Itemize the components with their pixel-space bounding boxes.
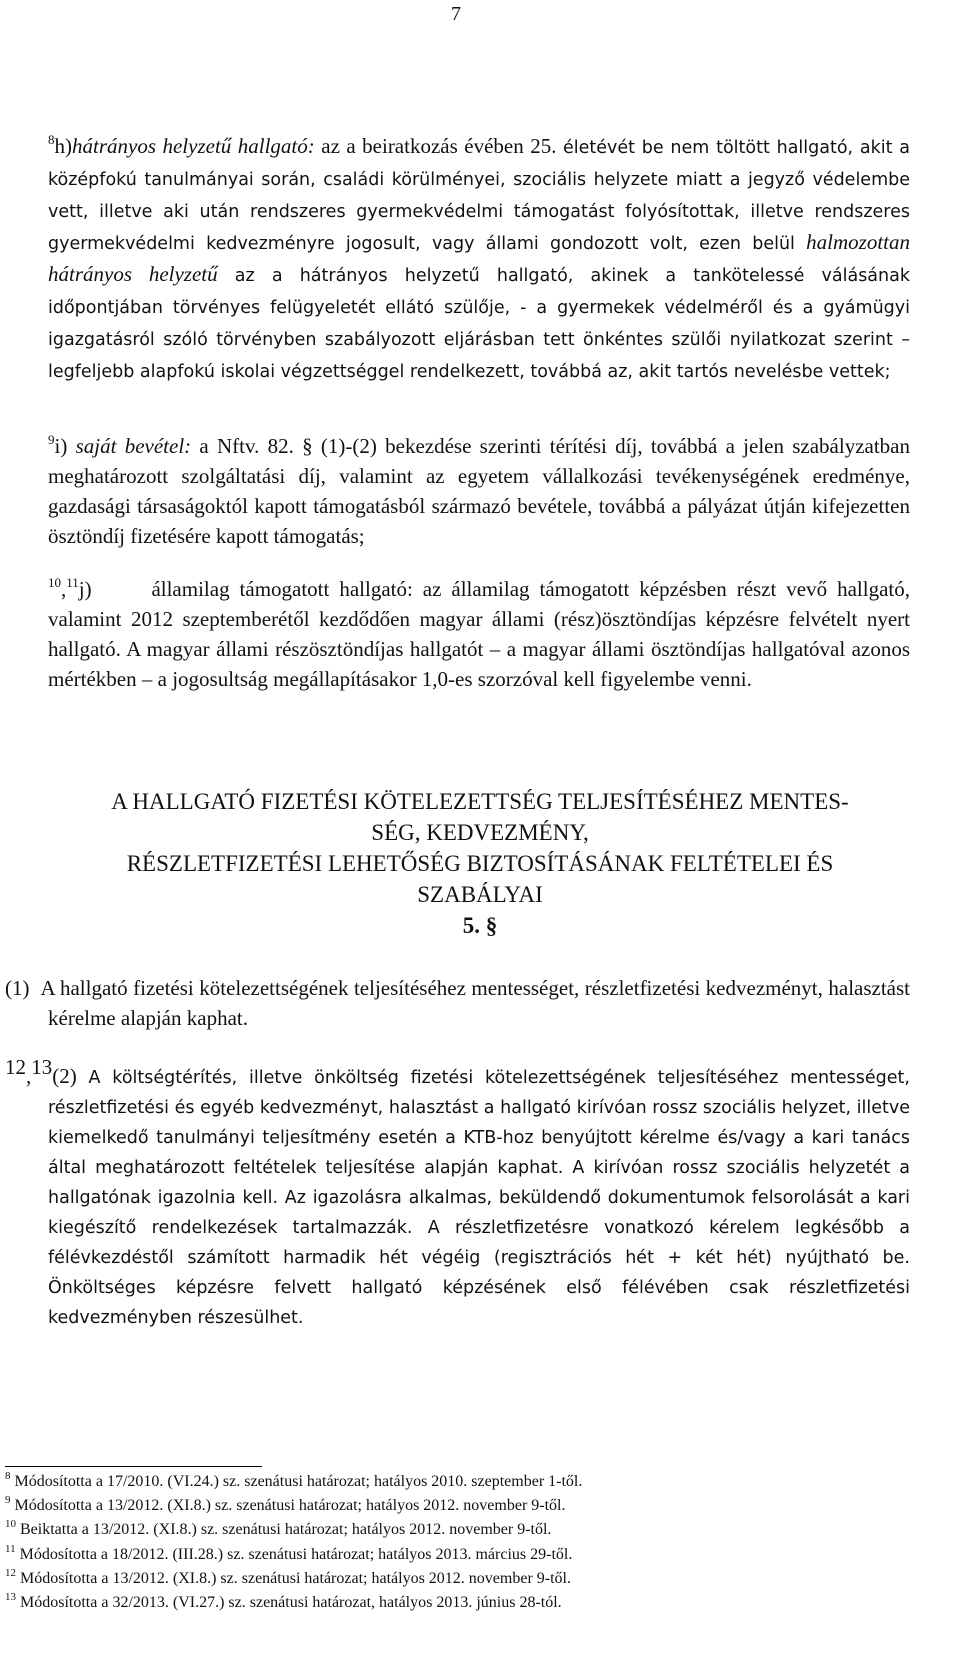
item-label-j: j) xyxy=(78,577,92,601)
page-number: 7 xyxy=(451,3,461,25)
heading-line-4: SZABÁLYAI xyxy=(417,882,543,907)
footnote-text: Módosította a 13/2012. (XI.8.) sz. szenátusi határozat; hatályos 2012. november 9-től. xyxy=(10,1497,566,1515)
section-number: 5. § xyxy=(462,913,498,938)
footnote-text: Módosította a 17/2010. (VI.24.) sz. szenátusi határozat; hatályos 2010. szeptember 1-től. xyxy=(10,1473,583,1490)
footnote-8 xyxy=(5,1470,905,1494)
definition-j-text: államilag támogatott hallgató: az államilag támogatott képzésben részt vevő hallgató, valamint 2012 szeptemberétől kezdődően magyar állami (rész)ösztöndíjas képzésre felvételt nyert hallgató. A magyar állami részösztöndíjas hallgatót – a magyar állami ösztöndíjas hallgatóval azonos mértékben – a jogosultság megállapításakor 1,0-es szorzóval kell figyelembe venni. xyxy=(48,577,910,691)
heading-line-2: SÉG, KEDVEZMÉNY, xyxy=(371,820,589,845)
footnotes xyxy=(5,1470,905,1615)
paragraph-1-text: A hallgató fizetési kötelezettségének teljesítéséhez mentességet, részletfizetési kedvezményt, halasztást kérelme alapján kaphat. xyxy=(40,976,911,1030)
footnote-number: 10 xyxy=(5,1518,16,1531)
footnote-ref-separator: , xyxy=(26,1064,32,1088)
footnote-13 xyxy=(5,1591,905,1615)
term-sajat-bevetel: saját bevétel: xyxy=(75,434,192,458)
definition-i-text: a Nftv. 82. § (1)-(2) bekezdése szerinti térítési díj, továbbá a jelen szabályzatban meghatározott szolgáltatási díj, valamint az egyetem vállalkozási tevékenységének eredménye, gazdasági társaságoktól kapott támogatásból származó bevétele, továbbá a pályázat útján kifejezetten ösztöndíj fizetésére kapott támogatás; xyxy=(48,434,910,548)
item-label-i: i) xyxy=(54,434,76,458)
heading-line-3: RÉSZLETFIZETÉSI LEHETŐSÉG BIZTOSÍTÁSÁNAK FELTÉTELEI ÉS xyxy=(126,851,834,876)
footnote-10 xyxy=(5,1518,905,1542)
footnote-separator xyxy=(5,1466,262,1467)
definition-h-text-a: az a beiratkozás évében 25. xyxy=(314,134,563,158)
footnote-text: Módosította a 18/2012. (III.28.) sz. szenátusi határozat; hatályos 2013. március 29-től. xyxy=(15,1545,573,1563)
section-heading xyxy=(0,786,960,941)
footnote-ref-11[interactable]: 11 xyxy=(66,575,79,590)
footnote-number: 12 xyxy=(5,1566,16,1579)
paragraph-1-label: (1) xyxy=(5,976,30,1000)
footnote-9 xyxy=(5,1494,905,1518)
footnote-text: Módosította a 32/2013. (VI.27.) sz. szenátusi határozat, hatályos 2013. június 28-tól. xyxy=(16,1594,562,1612)
paragraph-2-text: A költségtérítés, illetve önköltség fizetési kötelezettségének teljesítéséhez mentességet, részletfizetési és egyéb kedvezményt, halasztást a hallgató kirívóan rossz szociális helyzet, illetve kiemelkedő tanulmányi teljesítmény esetén a KTB-hoz benyújtott kérelme és/vagy a kari tanács által meghatározott feltételek teljesítése alapján kaphat. A kirívóan rossz szociális helyzetét a hallgatónak igazolnia kell. Az igazolásra alkalmas, beküldendő dokumentumok felsorolását a kari kiegészítő rendelkezések tartalmazzák. A részletfizetésre vonatkozó kérelem legkésőbb a félévkezdéstől számított harmadik hét végéig (regisztrációs hét + két hét) nyújtható be. Önköltséges képzésre felvett hallgató képzésének első félévében csak részletfizetési kedvezményben részesülhet. xyxy=(48,1068,910,1328)
definition-i xyxy=(48,431,910,551)
paragraph-2-label: (2) xyxy=(52,1064,77,1088)
footnote-number: 9 xyxy=(5,1494,11,1507)
footnote-11 xyxy=(5,1543,905,1567)
footnote-ref-8[interactable]: 8 xyxy=(48,132,55,147)
paragraph-2 xyxy=(5,1055,910,1333)
footnote-ref-13[interactable]: 13 xyxy=(31,1055,53,1079)
heading-line-1: A HALLGATÓ FIZETÉSI KÖTELEZETTSÉG TELJESÍTÉSÉHEZ MENTES- xyxy=(111,789,849,814)
paragraph-1-body xyxy=(5,973,910,1033)
term-halmozottan: halmozottan hátrányos helyzetű xyxy=(48,230,910,286)
footnote-12 xyxy=(5,1567,905,1591)
definition-h-text-b: életévét be nem töltött hallgató, akit a középfokú tanulmányai során, családi körülményei, szociális helyzete miatt a jegyző védelembe vett, illetve aki után rendszeres gyermekvédelmi támogatást folyósítottak, illetve rendszeres gyermekvédelmi kedvezményre jogosult, vagy állami gondozott volt, ezen belül xyxy=(48,138,910,254)
paragraph-2-body xyxy=(5,1055,910,1333)
footnote-ref-separator: , xyxy=(61,577,67,601)
definition-h xyxy=(48,131,910,387)
footnote-ref-9[interactable]: 9 xyxy=(48,432,55,447)
definition-j xyxy=(48,574,910,694)
footnote-ref-10[interactable]: 10 xyxy=(48,575,61,590)
footnote-number: 8 xyxy=(5,1470,11,1482)
definition-h-text-c: az a hátrányos helyzetű hallgató, akinek a tankötelessé válásának időpontjában törvényes felügyeletét ellátó szülője, - a gyermekek védelméről és a gyámügyi igazgatásról szóló törvényben szabályozott eljárásban tett önkéntes szülői nyilatkozat szerint – legfeljebb alapfokú iskolai végzettséggel rendelkezett, továbbá az, akit tartós nevelésbe vettek; xyxy=(48,266,910,382)
footnote-ref-12[interactable]: 12 xyxy=(5,1055,26,1079)
term-hatranyos: hátrányos helyzetű hallgató: xyxy=(72,134,315,158)
item-label-h: h) xyxy=(54,134,72,158)
footnote-text: Beiktatta a 13/2012. (XI.8.) sz. szenátusi határozat; hatályos 2012. november 9-től. xyxy=(16,1521,552,1539)
footnote-number: 11 xyxy=(5,1542,16,1555)
footnote-number: 13 xyxy=(5,1591,16,1604)
paragraph-1 xyxy=(5,973,910,1033)
footnote-text: Módosította a 13/2012. (XI.8.) sz. szenátusi határozat; hatályos 2012. november 9-től. xyxy=(16,1569,571,1587)
